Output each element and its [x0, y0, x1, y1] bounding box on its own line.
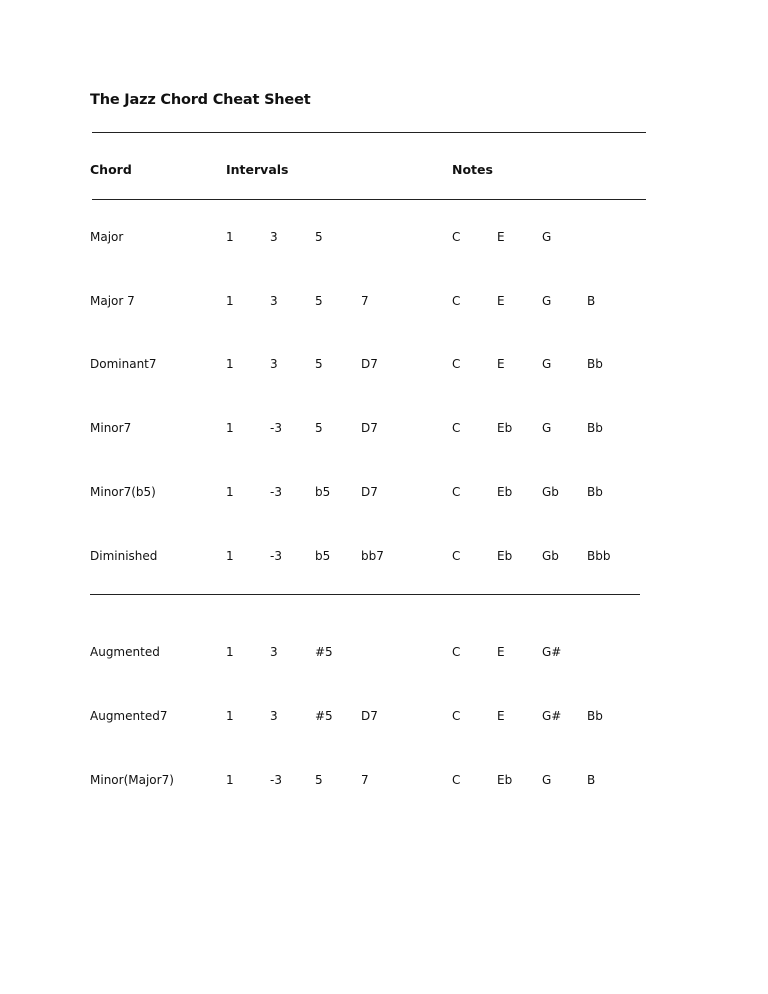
note-cell: Eb: [497, 549, 513, 563]
note-cell: Bb: [587, 421, 603, 435]
note-cell: B: [587, 773, 596, 787]
chord-name: Augmented: [90, 645, 160, 659]
interval-cell: 3: [270, 645, 278, 659]
header-notes: Notes: [452, 162, 493, 177]
interval-cell: -3: [270, 421, 282, 435]
chord-name: Minor7: [90, 421, 132, 435]
interval-cell: 7: [361, 773, 369, 787]
interval-cell: D7: [361, 485, 378, 499]
note-cell: E: [497, 294, 505, 308]
chord-name: Minor(Major7): [90, 773, 174, 787]
chord-name: Augmented7: [90, 709, 168, 723]
interval-cell: 1: [226, 773, 234, 787]
note-cell: C: [452, 773, 461, 787]
interval-cell: 1: [226, 485, 234, 499]
note-cell: Bb: [587, 357, 603, 371]
interval-cell: #5: [315, 709, 333, 723]
note-cell: E: [497, 645, 505, 659]
note-cell: G: [542, 357, 552, 371]
interval-cell: D7: [361, 357, 378, 371]
chord-name: Diminished: [90, 549, 158, 563]
interval-cell: #5: [315, 645, 333, 659]
interval-cell: 3: [270, 357, 278, 371]
note-cell: C: [452, 709, 461, 723]
interval-cell: -3: [270, 773, 282, 787]
note-cell: Eb: [497, 485, 513, 499]
note-cell: Bbb: [587, 549, 611, 563]
note-cell: E: [497, 709, 505, 723]
interval-cell: bb7: [361, 549, 384, 563]
interval-cell: 1: [226, 230, 234, 244]
interval-cell: 3: [270, 230, 278, 244]
note-cell: E: [497, 357, 505, 371]
interval-cell: 5: [315, 421, 323, 435]
interval-cell: 1: [226, 421, 234, 435]
interval-cell: b5: [315, 485, 331, 499]
interval-cell: D7: [361, 421, 378, 435]
interval-cell: 1: [226, 709, 234, 723]
note-cell: C: [452, 485, 461, 499]
note-cell: G: [542, 421, 552, 435]
note-cell: G: [542, 773, 552, 787]
interval-cell: 1: [226, 357, 234, 371]
note-cell: B: [587, 294, 596, 308]
note-cell: G: [542, 230, 552, 244]
note-cell: C: [452, 294, 461, 308]
chord-name: Major 7: [90, 294, 135, 308]
note-cell: Eb: [497, 773, 513, 787]
header-divider: [92, 199, 646, 200]
chord-name: Minor7(b5): [90, 485, 156, 499]
note-cell: G#: [542, 645, 562, 659]
page-title: The Jazz Chord Cheat Sheet: [90, 92, 311, 108]
note-cell: C: [452, 421, 461, 435]
chord-name: Dominant7: [90, 357, 157, 371]
note-cell: Bb: [587, 709, 603, 723]
chord-name: Major: [90, 230, 124, 244]
note-cell: G#: [542, 709, 562, 723]
interval-cell: 3: [270, 709, 278, 723]
note-cell: C: [452, 645, 461, 659]
section-divider: [90, 594, 640, 595]
title-divider: [92, 132, 646, 133]
note-cell: Eb: [497, 421, 513, 435]
interval-cell: 5: [315, 773, 323, 787]
note-cell: C: [452, 357, 461, 371]
interval-cell: 1: [226, 294, 234, 308]
note-cell: G: [542, 294, 552, 308]
note-cell: C: [452, 549, 461, 563]
note-cell: Bb: [587, 485, 603, 499]
note-cell: C: [452, 230, 461, 244]
interval-cell: 7: [361, 294, 369, 308]
interval-cell: 1: [226, 549, 234, 563]
interval-cell: 3: [270, 294, 278, 308]
note-cell: E: [497, 230, 505, 244]
interval-cell: 1: [226, 645, 234, 659]
interval-cell: 5: [315, 294, 323, 308]
note-cell: Gb: [542, 549, 559, 563]
header-intervals: Intervals: [226, 162, 289, 177]
interval-cell: 5: [315, 357, 323, 371]
interval-cell: b5: [315, 549, 331, 563]
interval-cell: -3: [270, 549, 282, 563]
interval-cell: 5: [315, 230, 323, 244]
interval-cell: -3: [270, 485, 282, 499]
header-chord: Chord: [90, 162, 132, 177]
note-cell: Gb: [542, 485, 559, 499]
interval-cell: D7: [361, 709, 378, 723]
